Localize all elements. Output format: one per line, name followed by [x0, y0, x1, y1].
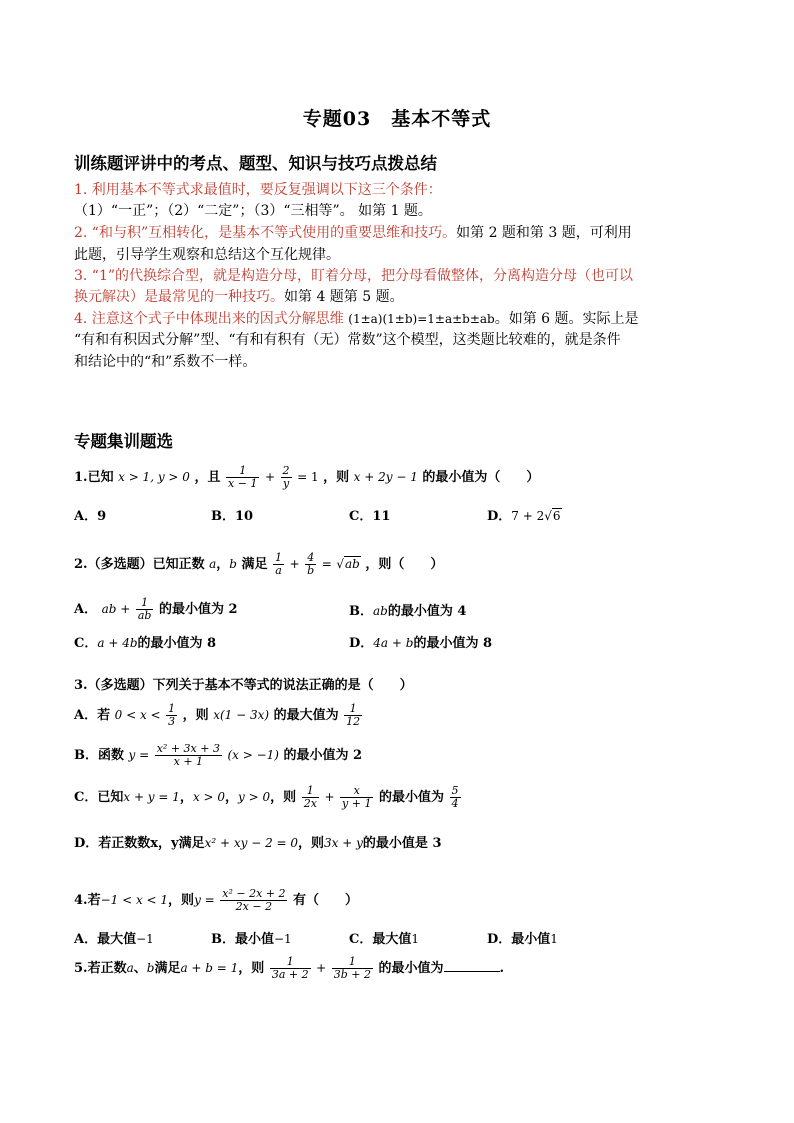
- q3-c-sep2: ，: [225, 790, 239, 805]
- summary-p2: [74, 223, 632, 243]
- q1-option-d-root: 6: [552, 509, 561, 523]
- q1-option-d: D．7 + 2√6: [487, 509, 561, 524]
- summary-p3: 3. “1”的代换综合型，就是构造分母，盯着分母，把分母看做整体，分离构造分母（也可以: [74, 268, 634, 284]
- q3-c-ans-den: 4: [451, 797, 459, 810]
- q3-c-f2n: x: [340, 785, 373, 798]
- q4-a-value: −1: [136, 932, 154, 946]
- q2-c-label: C．: [74, 636, 98, 651]
- q5-f2d: 3b + 2: [333, 968, 371, 981]
- q4-d-label: D．最小值: [487, 932, 551, 947]
- q4-b-value: −1: [274, 932, 292, 946]
- q1-option-c: C．11: [349, 509, 391, 524]
- q3-d-cond: x² + xy − 2 = 0: [204, 836, 299, 850]
- q4-fd: 2x − 2: [235, 900, 273, 913]
- q5-f1d: 3a + 2: [271, 968, 309, 981]
- q3-a-cond-fraction: [166, 703, 177, 728]
- q3-a-ans-den: 12: [346, 715, 361, 728]
- q3-d-expr: 3x + y: [324, 836, 363, 850]
- q2-f1-den: a: [275, 564, 282, 577]
- q3-c-f1d: 2x: [303, 797, 317, 810]
- q3-a-expr: x(1 − 3x): [213, 708, 270, 722]
- q4-d-value: 1: [550, 932, 558, 946]
- q5-suffix: 的最小值为: [378, 961, 444, 976]
- q2-a-label: A．: [74, 602, 98, 617]
- q2-a-fn: 1: [136, 597, 154, 610]
- q1-option-d-expr: 7 + 2: [511, 509, 545, 523]
- q1-f2-num: 2: [282, 464, 290, 477]
- summary-p3-red2: 换元解决）是最常见的一种技巧。: [74, 289, 284, 305]
- q2-prefix: 2.（多选题）已知正数: [74, 557, 205, 572]
- q5-cond: a + b = 1: [180, 961, 239, 975]
- q3-b-fd: x + 1: [173, 755, 204, 768]
- q5-fraction-2: [332, 956, 373, 981]
- q3-c-prefix: C．已知: [74, 790, 124, 805]
- q4-option-d: [487, 928, 558, 947]
- q5-var-b: b: [146, 961, 155, 975]
- q3-option-b: [74, 743, 362, 768]
- summary-p3-line2: [74, 287, 404, 307]
- page-title: 专题03 基本不等式: [302, 108, 492, 130]
- q3-b-prefix: B．函数: [74, 748, 124, 763]
- q2-a-suffix: 的最小值为 2: [159, 602, 238, 617]
- q4-a-label: A．最大值: [74, 932, 137, 947]
- q1-eq: = 1: [297, 470, 319, 484]
- q1-fraction-1: [226, 465, 259, 490]
- q3-c-fraction-1: [302, 785, 319, 810]
- q3-a-cf-num: 1: [168, 702, 176, 715]
- q1-prefix: 1.已知: [74, 470, 114, 485]
- q2-var-b: b: [229, 557, 237, 571]
- q5-plus: +: [316, 961, 327, 975]
- q5-mid2: ，则: [238, 961, 265, 976]
- q3-option-a: [74, 703, 363, 728]
- q1-text2: ，则: [323, 470, 350, 485]
- q2-comma: ，: [216, 557, 230, 572]
- q3-a-prefix: A．若: [74, 708, 111, 723]
- question-3-stem: 3.（多选题）下列关于基本不等式的说法正确的是（ ）: [74, 678, 413, 693]
- q2-d-expr: 4a + b: [373, 636, 414, 650]
- q1-option-a: A．9: [74, 509, 107, 524]
- q3-c-plus: +: [324, 790, 335, 804]
- q2-option-b: [349, 600, 466, 619]
- q3-b-fraction: [155, 743, 222, 768]
- q2-root: ab: [345, 557, 360, 571]
- q1-f1-num: 1: [226, 465, 259, 478]
- summary-p2-black: 如第 2 题和第 3 题，可利用: [456, 225, 632, 241]
- q2-d-label: D．: [349, 636, 374, 651]
- q2-d-suffix: 的最小值为 8: [413, 636, 493, 651]
- q4-option-a: [74, 928, 154, 947]
- q5-f1n: 1: [270, 956, 311, 969]
- q2-plus: +: [289, 557, 300, 571]
- q3-c-mid: ，则: [270, 790, 297, 805]
- q5-prefix: 5.若正数: [74, 961, 127, 976]
- q4-mid: ，则: [168, 893, 195, 908]
- q5-f2n: 1: [332, 956, 373, 969]
- question-1-stem: [74, 465, 539, 490]
- summary-p4-red: 4. 注意这个式子中体现出来的因式分解思维: [74, 311, 344, 327]
- q1-option-d-label: D．: [487, 509, 512, 524]
- summary-p4-black: 。如第 6 题。实际上是: [494, 311, 639, 327]
- q4-b-label: B．最小值: [211, 932, 274, 947]
- q3-c-answer-fraction: [450, 785, 461, 810]
- q2-f2-den: b: [307, 564, 315, 577]
- q5-var-a: a: [126, 961, 134, 975]
- summary-heading: 训练题评讲中的考点、题型、知识与技巧点拨总结: [74, 154, 437, 173]
- question-2-stem: 2.（多选题）已知正数 a，b 满足 $\frac{1}{a}$ + $\frac{4}{b}$ = √ab ，则（ ）: [74, 551, 444, 577]
- q3-c-cond2: x > 0: [192, 790, 226, 804]
- q2-mid: 满足: [241, 557, 268, 572]
- q1-condition: x > 1, y > 0: [118, 470, 190, 484]
- q3-c-fraction-2: [340, 785, 373, 810]
- q3-c-f1n: 1: [302, 785, 319, 798]
- q4-suffix: 有（ ）: [293, 893, 359, 908]
- q5-mid: 满足: [154, 961, 181, 976]
- q3-option-d: [74, 832, 442, 851]
- q3-c-sep1: ，: [179, 790, 193, 805]
- summary-p4-line2: “有和有积因式分解”型、“有和有积有（无）常数”这个模型，这类题比较难的，就是条件: [74, 332, 621, 348]
- q2-a-fd: ab: [137, 609, 152, 622]
- summary-p4-formula: (1±a)(1±b)=1±a±b±ab: [348, 312, 495, 326]
- q4-option-c: [349, 928, 419, 947]
- q2-a-expr: ab +: [101, 602, 131, 616]
- q5-answer-blank[interactable]: [444, 959, 500, 972]
- q3-a-answer-fraction: [344, 703, 362, 728]
- q2-a-fraction: [136, 597, 154, 622]
- q4-fraction: [220, 888, 287, 913]
- q4-c-label: C．最大值: [349, 932, 412, 947]
- q1-f1-den: x − 1: [228, 477, 258, 490]
- summary-p1-line2: （1）“一正”；（2）“二定”；（3）“三相等”。 如第 1 题。: [74, 203, 432, 219]
- question-4-stem: [74, 888, 358, 913]
- q3-d-suffix: 的最小值是 3: [362, 836, 442, 851]
- q4-cond: −1 < x < 1: [100, 893, 169, 907]
- q3-b-fn: x² + 3x + 3: [156, 742, 220, 755]
- q1-text: ，且: [194, 470, 221, 485]
- q4-fn: x² − 2x + 2: [222, 887, 286, 900]
- q3-a-mid: ，则: [182, 708, 209, 723]
- q3-c-cond3: y > 0: [238, 790, 271, 804]
- q1-fraction-2: [281, 465, 292, 490]
- q3-b-cond: (x > −1): [227, 748, 279, 762]
- q3-a-cf-den: 3: [168, 715, 176, 728]
- q2-f2-num: 4: [305, 552, 316, 565]
- q2-option-c: [74, 632, 216, 651]
- q2-b-suffix: 的最小值为 4: [387, 604, 467, 619]
- q1-suffix: 的最小值为（ ）: [422, 470, 540, 485]
- summary-p2-red: 2. “和与积”互相转化，是基本不等式使用的重要思维和技巧。: [74, 225, 457, 241]
- q4-prefix: 4.若: [74, 893, 101, 908]
- q2-f1-num: 1: [275, 551, 283, 564]
- q2-option-d: [349, 632, 492, 651]
- q5-fraction-1: [270, 956, 311, 981]
- q2-c-suffix: 的最小值为 8: [137, 636, 217, 651]
- q2-c-expr: a + 4b: [97, 636, 138, 650]
- q3-c-f2d: y + 1: [342, 797, 372, 810]
- q3-c-cond1: x + y = 1: [123, 790, 180, 804]
- q2-suffix: ，则（ ）: [365, 557, 444, 572]
- question-5-stem: [74, 956, 504, 981]
- q2-eq: =: [321, 557, 332, 571]
- q1-option-b: B．10: [211, 509, 254, 524]
- q3-a-ans-num: 1: [344, 703, 362, 716]
- q3-option-c: [74, 785, 462, 810]
- q3-d-prefix: D．若正数数x，y满足: [74, 836, 205, 851]
- summary-p2-line2: 此题，引导学生观察和总结这个互化规律。: [74, 247, 340, 263]
- q5-end: .: [499, 961, 505, 976]
- q2-option-a: [74, 597, 238, 622]
- q3-c-suffix: 的最小值为: [379, 790, 445, 805]
- q2-fraction-2: [305, 552, 316, 577]
- q3-b-suffix: 的最小值为 2: [283, 748, 363, 763]
- q1-f2-den: y: [282, 477, 290, 490]
- summary-p4-line3: 和结论中的“和”系数不一样。: [74, 354, 257, 370]
- q2-b-label: B．: [349, 604, 373, 619]
- summary-p3-black: 如第 4 题第 5 题。: [284, 289, 404, 305]
- q3-a-cond: 0 < x <: [114, 708, 161, 722]
- q2-var-a: a: [209, 557, 217, 571]
- q3-d-mid: ，则: [298, 836, 325, 851]
- q1-expression: x + 2y − 1: [353, 470, 418, 484]
- q3-c-ans-num: 5: [451, 784, 459, 797]
- q2-fraction-1: [273, 552, 284, 577]
- q3-b-y: y =: [128, 748, 150, 762]
- q2-b-expr: ab: [373, 604, 388, 618]
- q5-sep: 、: [133, 961, 147, 976]
- q4-c-value: 1: [411, 932, 419, 946]
- q3-a-suffix: 的最大值为: [273, 708, 339, 723]
- summary-p4: [74, 309, 639, 329]
- section-heading: 专题集训题选: [74, 432, 173, 451]
- summary-p1: 1. 利用基本不等式求最值时，要反复强调以下这三个条件：: [74, 182, 442, 198]
- q1-plus: +: [264, 470, 276, 484]
- q4-option-b: [211, 928, 292, 947]
- q4-y: y =: [194, 893, 215, 907]
